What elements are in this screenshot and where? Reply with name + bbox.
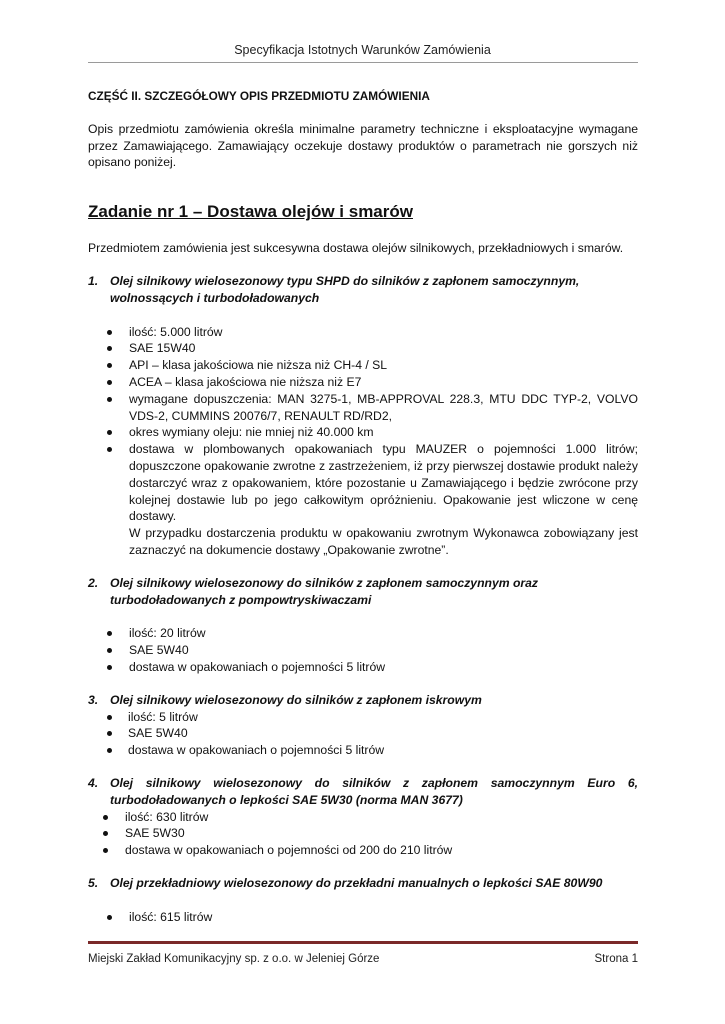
- item-number: 2.: [88, 575, 99, 590]
- spec-item: ilość: 20 litrów: [88, 625, 638, 642]
- header-divider: [88, 62, 638, 63]
- spec-item: dostawa w opakowaniach o pojemności 5 litrów: [88, 659, 638, 676]
- item-number: 3.: [88, 692, 99, 707]
- spec-item: ilość: 630 litrów: [88, 809, 638, 826]
- item-3-specs: [88, 709, 638, 759]
- item-3-title: [88, 692, 638, 709]
- page-content: [88, 88, 638, 925]
- spec-item: dostawa w opakowaniach o pojemności od 200 do 210 litrów: [88, 842, 638, 859]
- section-title: CZĘŚĆ II. SZCZEGÓŁOWY OPIS PRZEDMIOTU ZAMÓWIENIA: [88, 89, 430, 103]
- footer-divider: [88, 941, 638, 944]
- item-4-specs: [88, 809, 638, 859]
- spec-item: ACEA – klasa jakościowa nie niższa niż E7: [88, 374, 638, 391]
- spec-item: SAE 5W40: [88, 725, 638, 742]
- spec-item: dostawa w opakowaniach o pojemności 5 litrów: [88, 742, 638, 759]
- spec-item: API – klasa jakościowa nie niższa niż CH-4 / SL: [88, 357, 638, 374]
- item-2-title: [88, 575, 638, 609]
- item-number: 5.: [88, 875, 99, 890]
- item-4-title: [88, 775, 638, 809]
- item-title-text: Olej silnikowy wielosezonowy typu SHPD do silników z zapłonem samoczynnym, wolnossących i turbodoładowanych: [110, 273, 580, 305]
- item-5-specs: [88, 909, 638, 926]
- spec-item: SAE 5W30: [88, 825, 638, 842]
- spec-item: okres wymiany oleju: nie mniej niż 40.000 km: [88, 424, 638, 441]
- item-5-title: [88, 875, 638, 892]
- item-title-text: Olej przekładniowy wielosezonowy do przekładni manualnych o lepkości SAE 80W90: [110, 875, 603, 890]
- item-1-title: [88, 273, 638, 307]
- item-number: 1.: [88, 273, 99, 288]
- item-1-specs: [88, 324, 638, 526]
- item-1-note: W przypadku dostarczenia produktu w opakowaniu zwrotnym Wykonawca zobowiązany jest zaznaczyć na dokumencie dostawy „Opakowanie zwrotne”.: [129, 526, 638, 557]
- footer-company: Miejski Zakład Komunikacyjny sp. z o.o. w Jeleniej Górze: [88, 953, 380, 965]
- spec-item: dostawa w plombowanych opakowaniach typu MAUZER o pojemności 1.000 litrów; dopuszczone opakowanie zwrotne z zastrzeżeniem, iż przy pierwszej dostawie produkt należy dostarczyć wraz z opakowaniem, które pozostanie u Zamawiającego i będzie zwrócone przy kolejnej dostawie lub po jego całkowitym opróżnieniu. Opakowanie jest wliczone w cenę dostawy.: [88, 441, 638, 525]
- spec-item: SAE 15W40: [88, 340, 638, 357]
- spec-item: wymagane dopuszczenia: MAN 3275-1, MB-APPROVAL 228.3, MTU DDC TYP-2, VOLVO VDS-2, CUMMINS 20076/7, RENAULT RD/RD2,: [88, 391, 638, 425]
- spec-item: SAE 5W40: [88, 642, 638, 659]
- task-subject: Przedmiotem zamówienia jest sukcesywna dostawa olejów silnikowych, przekładniowych i smarów.: [88, 241, 624, 256]
- item-title-text: Olej silnikowy wielosezonowy do silników z zapłonem samoczynnym Euro 6, turbodoładowanych o lepkości SAE 5W30 (norma MAN 3677): [110, 775, 638, 807]
- spec-item: ilość: 615 litrów: [88, 909, 638, 926]
- spec-item: ilość: 5.000 litrów: [88, 324, 638, 341]
- item-title-text: Olej silnikowy wielosezonowy do silników z zapłonem samoczynnym oraz turbodoładowanych z pompowtryskiwaczami: [110, 575, 539, 607]
- intro-paragraph: Opis przedmiotu zamówienia określa minimalne parametry techniczne i eksploatacyjne wymagane przez Zamawiającego. Zamawiający oczekuje dostawy produktów o parametrach nie gorszych niż opisano poniżej.: [88, 121, 638, 170]
- page-header: Specyfikacja Istotnych Warunków Zamówienia: [234, 43, 491, 57]
- footer-page-number: Strona 1: [594, 953, 638, 965]
- spec-item: ilość: 5 litrów: [88, 709, 638, 726]
- item-2-specs: [88, 625, 638, 675]
- task-title: Zadanie nr 1 – Dostawa olejów i smarów: [88, 202, 413, 222]
- item-number: 4.: [88, 775, 99, 790]
- item-title-text: Olej silnikowy wielosezonowy do silników z zapłonem iskrowym: [110, 692, 482, 707]
